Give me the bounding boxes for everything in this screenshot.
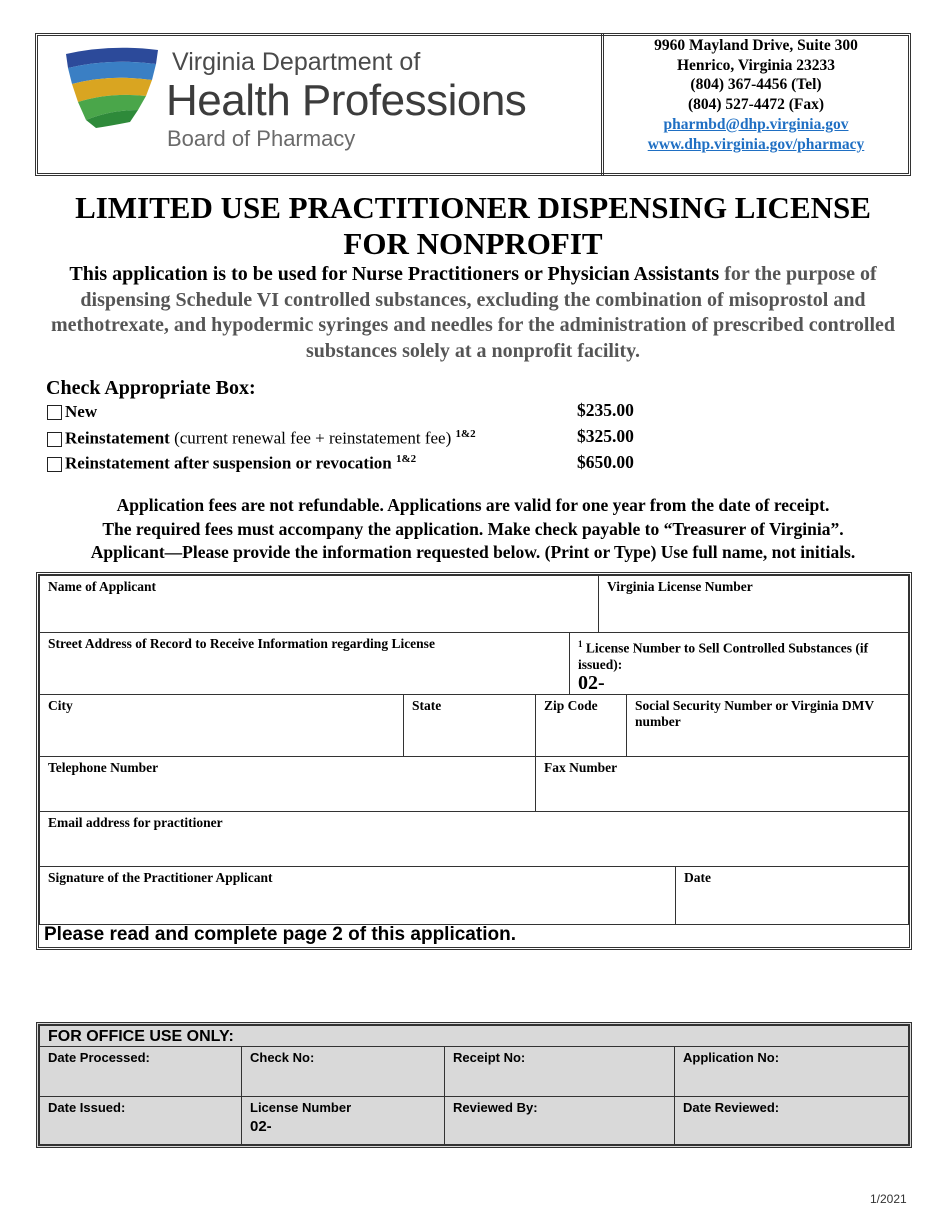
license-prefix: 02- [250, 1118, 272, 1135]
cs-sup: 1 [578, 639, 583, 649]
reinstatement-note: (current renewal fee + reinstatement fee) [169, 428, 456, 448]
title-line1: LIMITED USE PRACTITIONER DISPENSING LICENSE [75, 190, 871, 225]
contact-website-link[interactable]: www.dhp.virginia.gov/pharmacy [647, 135, 865, 153]
contact-info [604, 36, 908, 154]
zip-field[interactable] [535, 694, 627, 757]
reviewed-by-label: Reviewed By: [453, 1100, 538, 1115]
city-field[interactable] [39, 694, 404, 757]
ssn-label: Social Security Number or Virginia DMV number [635, 698, 874, 729]
date-processed-label: Date Processed: [48, 1050, 150, 1065]
reinstatement-price: $325.00 [577, 426, 634, 446]
revocation-checkbox[interactable] [47, 457, 62, 472]
contact-tel: (804) 367-4456 (Tel) [690, 76, 822, 94]
date-issued-label: Date Issued: [48, 1100, 126, 1115]
receipt-no-label: Receipt No: [453, 1050, 526, 1065]
revocation-sup: 1&2 [396, 453, 417, 465]
date-reviewed-cell [674, 1096, 909, 1145]
date-processed-cell [39, 1046, 242, 1097]
signature-label: Signature of the Practitioner Applicant [48, 870, 273, 885]
street-label: Street Address of Record to Receive Information regarding License [48, 636, 435, 651]
fax-label: Fax Number [544, 760, 618, 775]
reviewed-by-cell [444, 1096, 675, 1145]
state-field[interactable] [403, 694, 536, 757]
revision-date: 1/2021 [870, 1192, 907, 1206]
new-label: New [65, 402, 98, 421]
office-title-row [39, 1025, 909, 1047]
va-license-field[interactable] [598, 575, 909, 633]
date-reviewed-label: Date Reviewed: [683, 1100, 780, 1115]
new-price: $235.00 [577, 400, 634, 420]
check-no-label: Check No: [250, 1050, 315, 1065]
intro-paragraph [40, 262, 906, 364]
office-title: FOR OFFICE USE ONLY: [48, 1028, 234, 1045]
new-checkbox[interactable] [47, 405, 62, 420]
date-label: Date [684, 870, 711, 885]
check-box-heading: Check Appropriate Box: [46, 377, 256, 399]
title-line2: FOR NONPROFIT [343, 226, 603, 261]
email-field[interactable] [39, 811, 909, 867]
option-new [47, 402, 97, 422]
street-field[interactable] [39, 632, 570, 695]
name-label: Name of Applicant [48, 579, 156, 594]
cs-label: License Number to Sell Controlled Substances (if issued): [578, 640, 869, 672]
intro-rest: for the purpose of dispensing Schedule VI controlled substances, excluding the combination of misoprostol and methotrexate, and hypodermic syringes and needles for the administration of prescribed controlled substances solely at a nonprofit facility. [50, 263, 896, 362]
option-revocation [47, 453, 416, 474]
date-issued-cell [39, 1096, 242, 1145]
fax-field[interactable] [535, 756, 909, 812]
contact-address1: 9960 Mayland Drive, Suite 300 [654, 37, 858, 54]
va-license-label: Virginia License Number [607, 579, 753, 594]
reinstatement-sup: 1&2 [455, 428, 476, 440]
state-label: State [412, 698, 442, 713]
notice-line1: Application fees are not refundable. Applications are valid for one year from the date of receipt. [116, 495, 830, 515]
ssn-field[interactable] [626, 694, 909, 757]
option-reinstatement [47, 428, 476, 449]
logo-text-line3: Board of Pharmacy [167, 126, 356, 151]
cs-prefix: 02- [578, 671, 605, 694]
revocation-price: $650.00 [577, 452, 634, 472]
logo-text-line1: Virginia Department of [172, 48, 421, 76]
cs-license-field[interactable] [569, 632, 909, 695]
page-title [35, 190, 911, 262]
email-label: Email address for practitioner [48, 815, 223, 830]
office-use-box [36, 1022, 912, 1148]
contact-address2: Henrico, Virginia 23233 [676, 56, 835, 74]
applicant-form [36, 572, 912, 950]
contact-email-link[interactable]: pharmbd@dhp.virginia.gov [663, 115, 849, 133]
intro-lead: This application is to be used for Nurse Practitioners or Physician Assistants [69, 263, 720, 285]
phone-field[interactable] [39, 756, 536, 812]
fee-notice [35, 494, 911, 565]
receipt-no-cell [444, 1046, 675, 1097]
city-label: City [48, 698, 73, 713]
reinstatement-label: Reinstatement [65, 428, 170, 448]
license-number-label: License Number [250, 1100, 352, 1115]
zip-label: Zip Code [544, 698, 598, 713]
name-field[interactable] [39, 575, 599, 633]
application-no-label: Application No: [683, 1050, 780, 1065]
revocation-label: Reinstatement after suspension or revocation [65, 453, 397, 473]
signature-field[interactable] [39, 866, 676, 925]
reinstatement-checkbox[interactable] [47, 432, 62, 447]
dhp-logo-icon [60, 44, 160, 129]
date-field[interactable] [675, 866, 909, 925]
please-read-note: Please read and complete page 2 of this application. [44, 924, 516, 945]
contact-fax: (804) 527-4472 (Fax) [687, 96, 825, 114]
notice-line3: Applicant—Please provide the information requested below. (Print or Type) Use full name, not initials. [90, 542, 856, 562]
notice-line2: The required fees must accompany the application. Make check payable to “Treasurer of Virginia”. [102, 518, 844, 539]
logo-text-line2: Health Professions [166, 76, 527, 125]
check-no-cell [241, 1046, 445, 1097]
phone-label: Telephone Number [48, 760, 159, 775]
application-no-cell [674, 1046, 909, 1097]
license-number-cell [241, 1096, 445, 1145]
